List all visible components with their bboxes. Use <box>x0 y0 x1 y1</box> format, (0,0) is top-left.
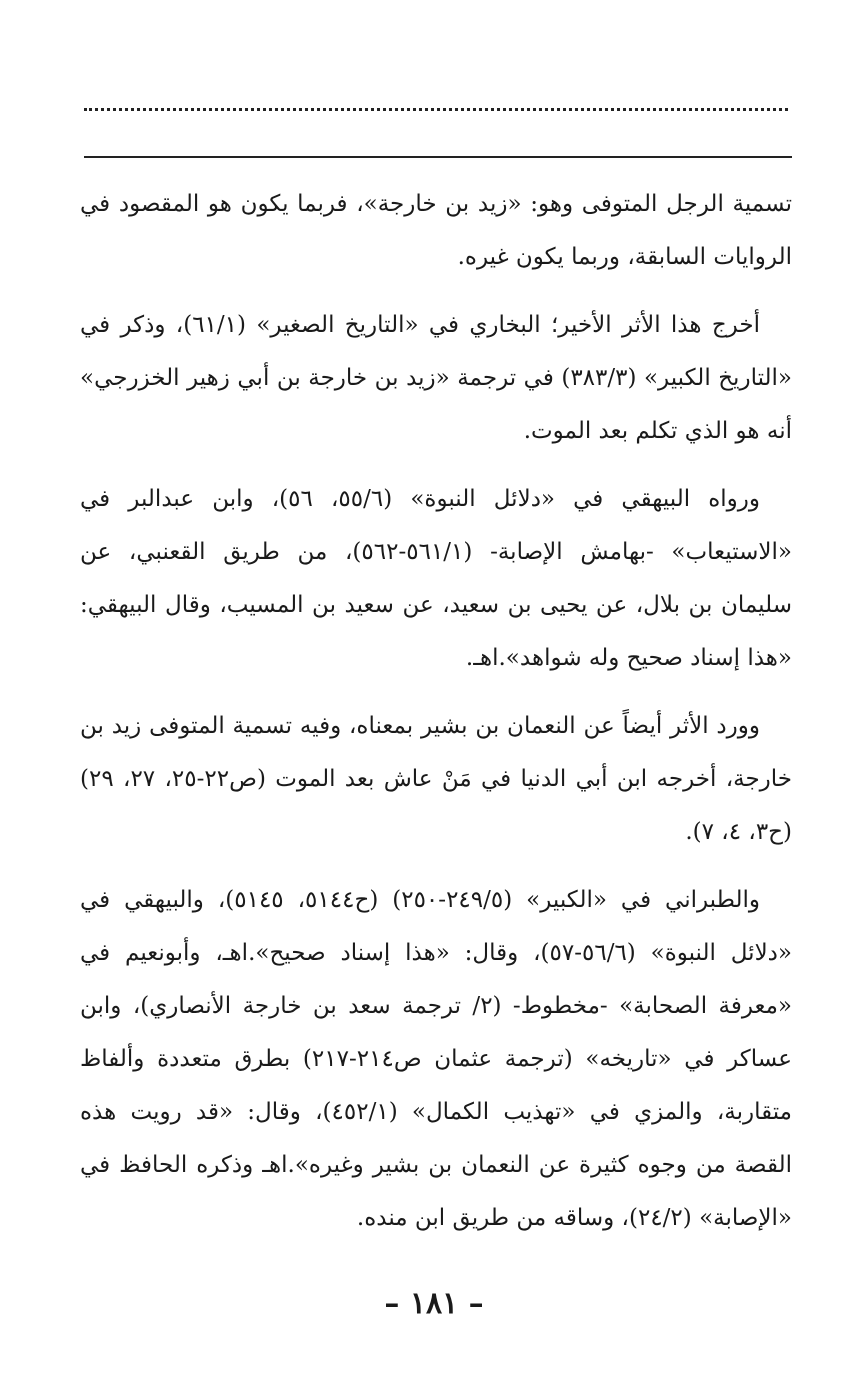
paragraph-4: وورد الأثر أيضاً عن النعمان بن بشير بمعناه، وفيه تسمية المتوفى زيد بن خارجة، أخرجه ابن أبي الدنيا في مَنْ عاش بعد الموت (ص٢٢-٢٥، ٢٧، ٢٩) (ح٣، ٤، ٧). <box>80 713 792 845</box>
footnote-body <box>80 178 792 1260</box>
page-number: – ١٨١ – <box>384 1286 484 1321</box>
paragraph-3: ورواه البيهقي في «دلائل النبوة» (٥٥/٦، ٥٦)، وابن عبدالبر في «الاستيعاب» -بهامش الإصابة- (٥٦١/١-٥٦٢)، من طريق القعنبي، عن سليمان بن بلال، عن يحيى بن سعيد، عن سعيد بن المسيب، وقال البيهقي: «هذا إسناد صحيح وله شواهد».اهـ. <box>80 486 792 671</box>
dotted-separator <box>84 108 788 111</box>
paragraph-5: والطبراني في «الكبير» (٢٤٩/٥-٢٥٠) (ح٥١٤٤، ٥١٤٥)، والبيهقي في «دلائل النبوة» (٥٦/٦-٥٧)، وقال: «هذا إسناد صحيح».اهـ، وأبونعيم في «معرفة الصحابة» -مخطوط- (٢/ ترجمة سعد بن خارجة الأنصاري)، وابن عساكر في «تاريخه» (ترجمة عثمان ص٢١٤-٢١٧) بطرق متعددة وألفاظ متقاربة، والمزي في «تهذيب الكمال» (٤٥٢/١)، وقال: «قد رويت هذه القصة من وجوه كثيرة عن النعمان بن بشير وغيره».اهـ وذكره الحافظ في «الإصابة» (٢٤/٢)، وساقه من طريق ابن منده. <box>80 887 792 1231</box>
paragraph-2: أخرج هذا الأثر الأخير؛ البخاري في «التاريخ الصغير» (٦١/١)، وذكر في «التاريخ الكبير» (٣٨٣/٣) في ترجمة «زيد بن خارجة بن أبي زهير الخزرجي» أنه هو الذي تكلم بعد الموت. <box>80 312 792 444</box>
footnote-rule <box>84 156 792 158</box>
paragraph-1: تسمية الرجل المتوفى وهو: «زيد بن خارجة»، فربما يكون هو المقصود في الروايات السابقة، وربما يكون غيره. <box>80 191 792 270</box>
